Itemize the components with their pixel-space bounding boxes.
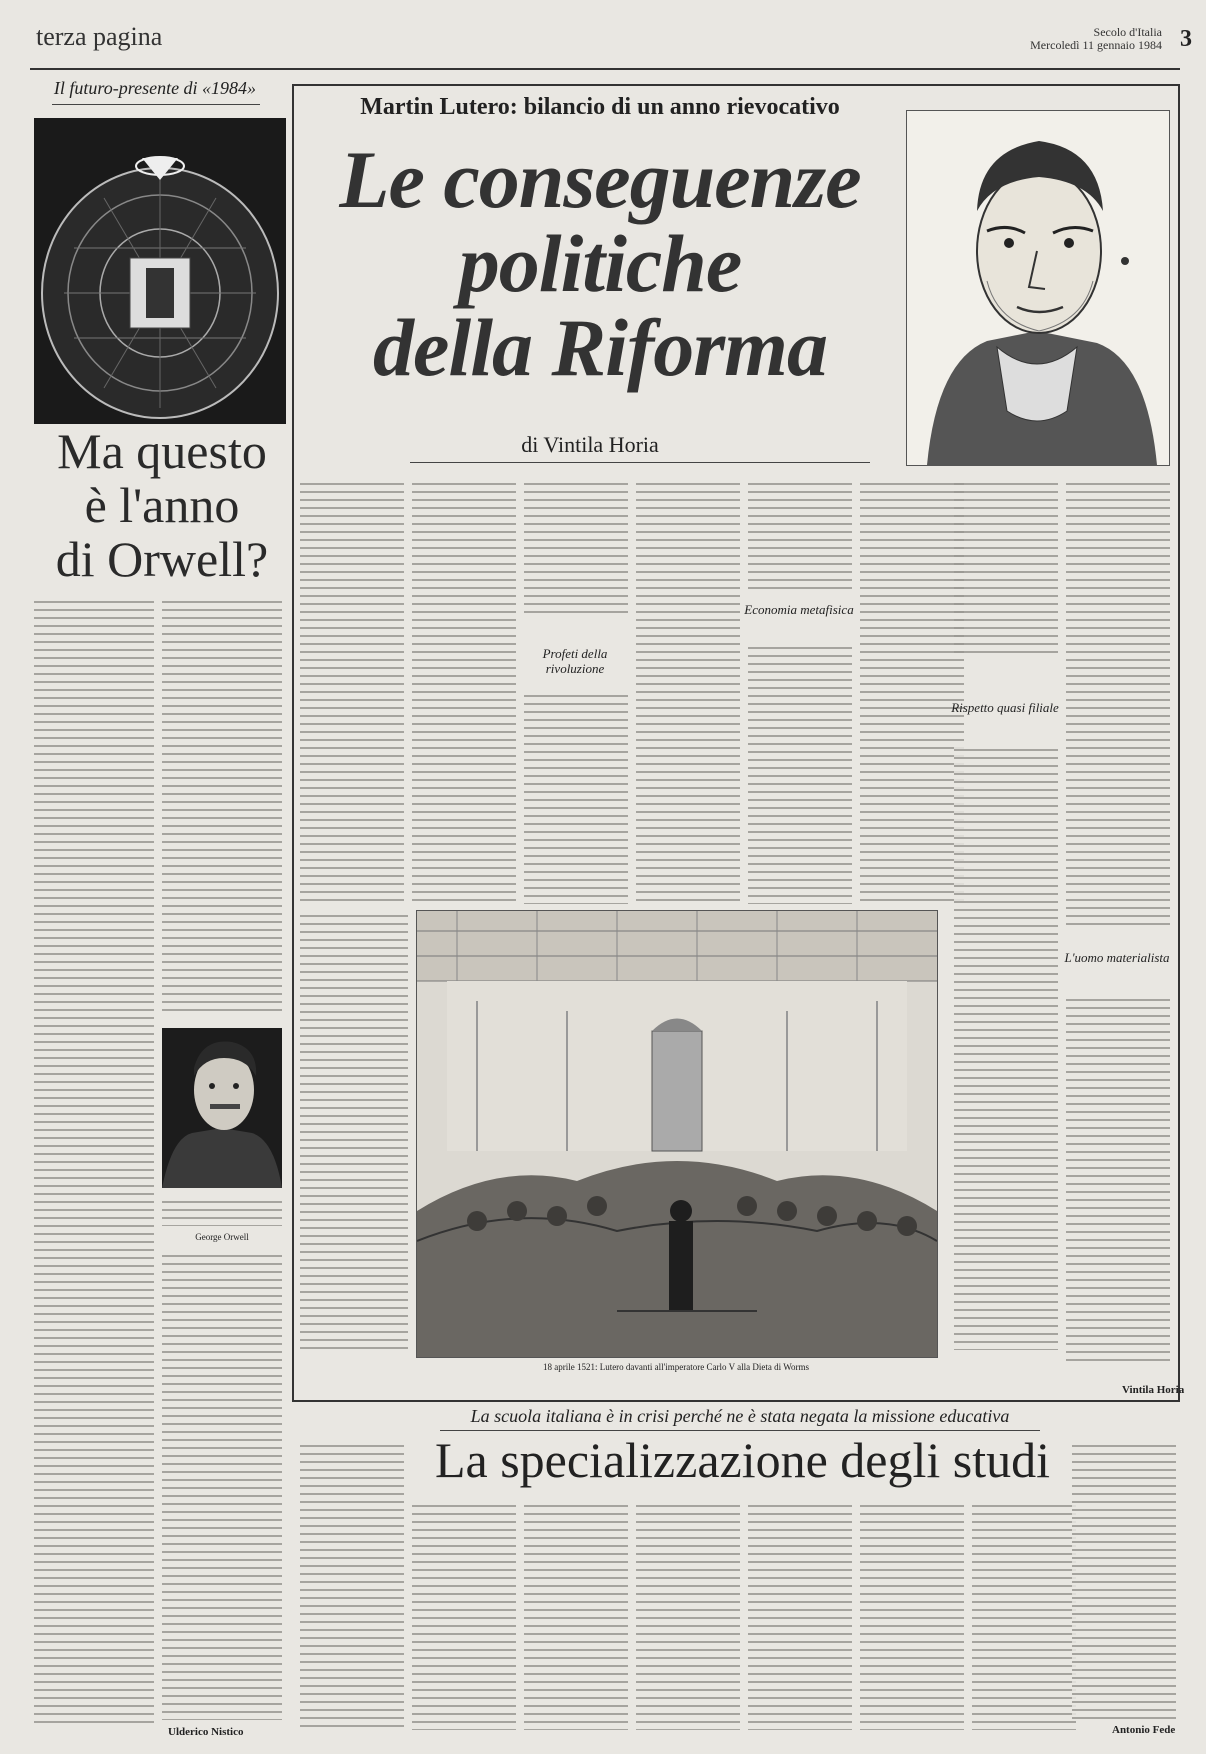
main-signature: Vintila Horia: [1122, 1384, 1185, 1396]
main-headline-line-1: Le conseguenze: [339, 134, 861, 225]
left-body-col-1: [34, 596, 154, 1728]
left-kicker: Il futuro-presente di «1984»: [53, 78, 257, 98]
bottom-body-col-2: [412, 1500, 516, 1730]
page-number: 3: [1180, 26, 1192, 52]
left-body-col-2-fill: [162, 1196, 282, 1226]
paper-info: [1030, 26, 1162, 52]
bottom-body-col-4: [636, 1500, 740, 1730]
subhead-economia: Economia metafisica: [744, 602, 854, 617]
main-body-col-4: [636, 478, 740, 904]
bottom-body-col-6: [860, 1500, 964, 1730]
main-kicker: Martin Lutero: bilancio di un anno rievocativo: [360, 94, 840, 120]
subhead-profeti: Profeti della rivoluzione: [542, 646, 608, 676]
main-body-col-3a: [524, 478, 628, 618]
main-body-col-1: [300, 478, 404, 904]
main-body-col-left-lower: [300, 910, 408, 1350]
luther-portrait: [906, 110, 1170, 466]
left-headline-line-1: Ma questo: [57, 423, 267, 479]
main-body-col-8a: [1066, 478, 1170, 928]
left-signature: Ulderico Nistico: [168, 1726, 244, 1738]
main-body-col-6: [860, 478, 964, 904]
left-kicker-rule: [52, 104, 260, 105]
left-headline-line-2: è l'anno: [84, 477, 240, 533]
main-headline-line-3: della Riforma: [373, 302, 827, 393]
bottom-body-col-5: [748, 1500, 852, 1730]
engraving-caption: 18 aprile 1521: Lutero davanti all'imperatore Carlo V alla Dieta di Worms: [542, 1362, 810, 1372]
main-headline-line-2: politiche: [458, 218, 742, 309]
worms-diet-engraving: [416, 910, 938, 1358]
bottom-headline: La specializzazione degli studi: [434, 1432, 1050, 1488]
main-headline: [300, 134, 900, 393]
orwell-caption: George Orwell: [195, 1232, 249, 1242]
left-headline-line-3: di Orwell?: [55, 531, 269, 587]
left-body-col-2a: [162, 596, 282, 1016]
main-body-col-7b: [954, 744, 1058, 1350]
orwell-photo: [162, 1028, 282, 1188]
bottom-body-col-3: [524, 1500, 628, 1730]
main-body-col-8b: [1066, 994, 1170, 1364]
main-body-col-5b: [748, 642, 852, 904]
bottom-kicker: La scuola italiana è in crisi perché ne è stata negata la missione educativa: [470, 1406, 1010, 1426]
bottom-body-col-7: [972, 1500, 1076, 1730]
big-brother-illustration: [34, 118, 286, 424]
left-headline: [34, 424, 290, 586]
main-body-col-2: [412, 478, 516, 904]
main-byline: di Vintila Horia: [521, 432, 659, 457]
byline-rule: [410, 462, 870, 463]
paper-date: Mercoledì 11 gennaio 1984: [1030, 38, 1162, 52]
section-label: terza pagina: [36, 22, 163, 51]
left-body-col-2b: [162, 1250, 282, 1720]
bottom-kicker-rule: [440, 1430, 1040, 1431]
subhead-rispetto: Rispetto quasi filiale: [951, 700, 1059, 715]
masthead-rule: [30, 68, 1180, 70]
paper-name: Secolo d'Italia: [1093, 25, 1162, 39]
main-body-col-3b: [524, 690, 628, 904]
subhead-uomo: L'uomo materialista: [1064, 950, 1170, 965]
bottom-signature: Antonio Fede: [1112, 1724, 1176, 1736]
bottom-body-col-1: [300, 1440, 404, 1730]
main-body-col-5a: [748, 478, 852, 590]
main-body-col-7a: [954, 478, 1058, 658]
bottom-body-col-8: [1072, 1440, 1176, 1720]
